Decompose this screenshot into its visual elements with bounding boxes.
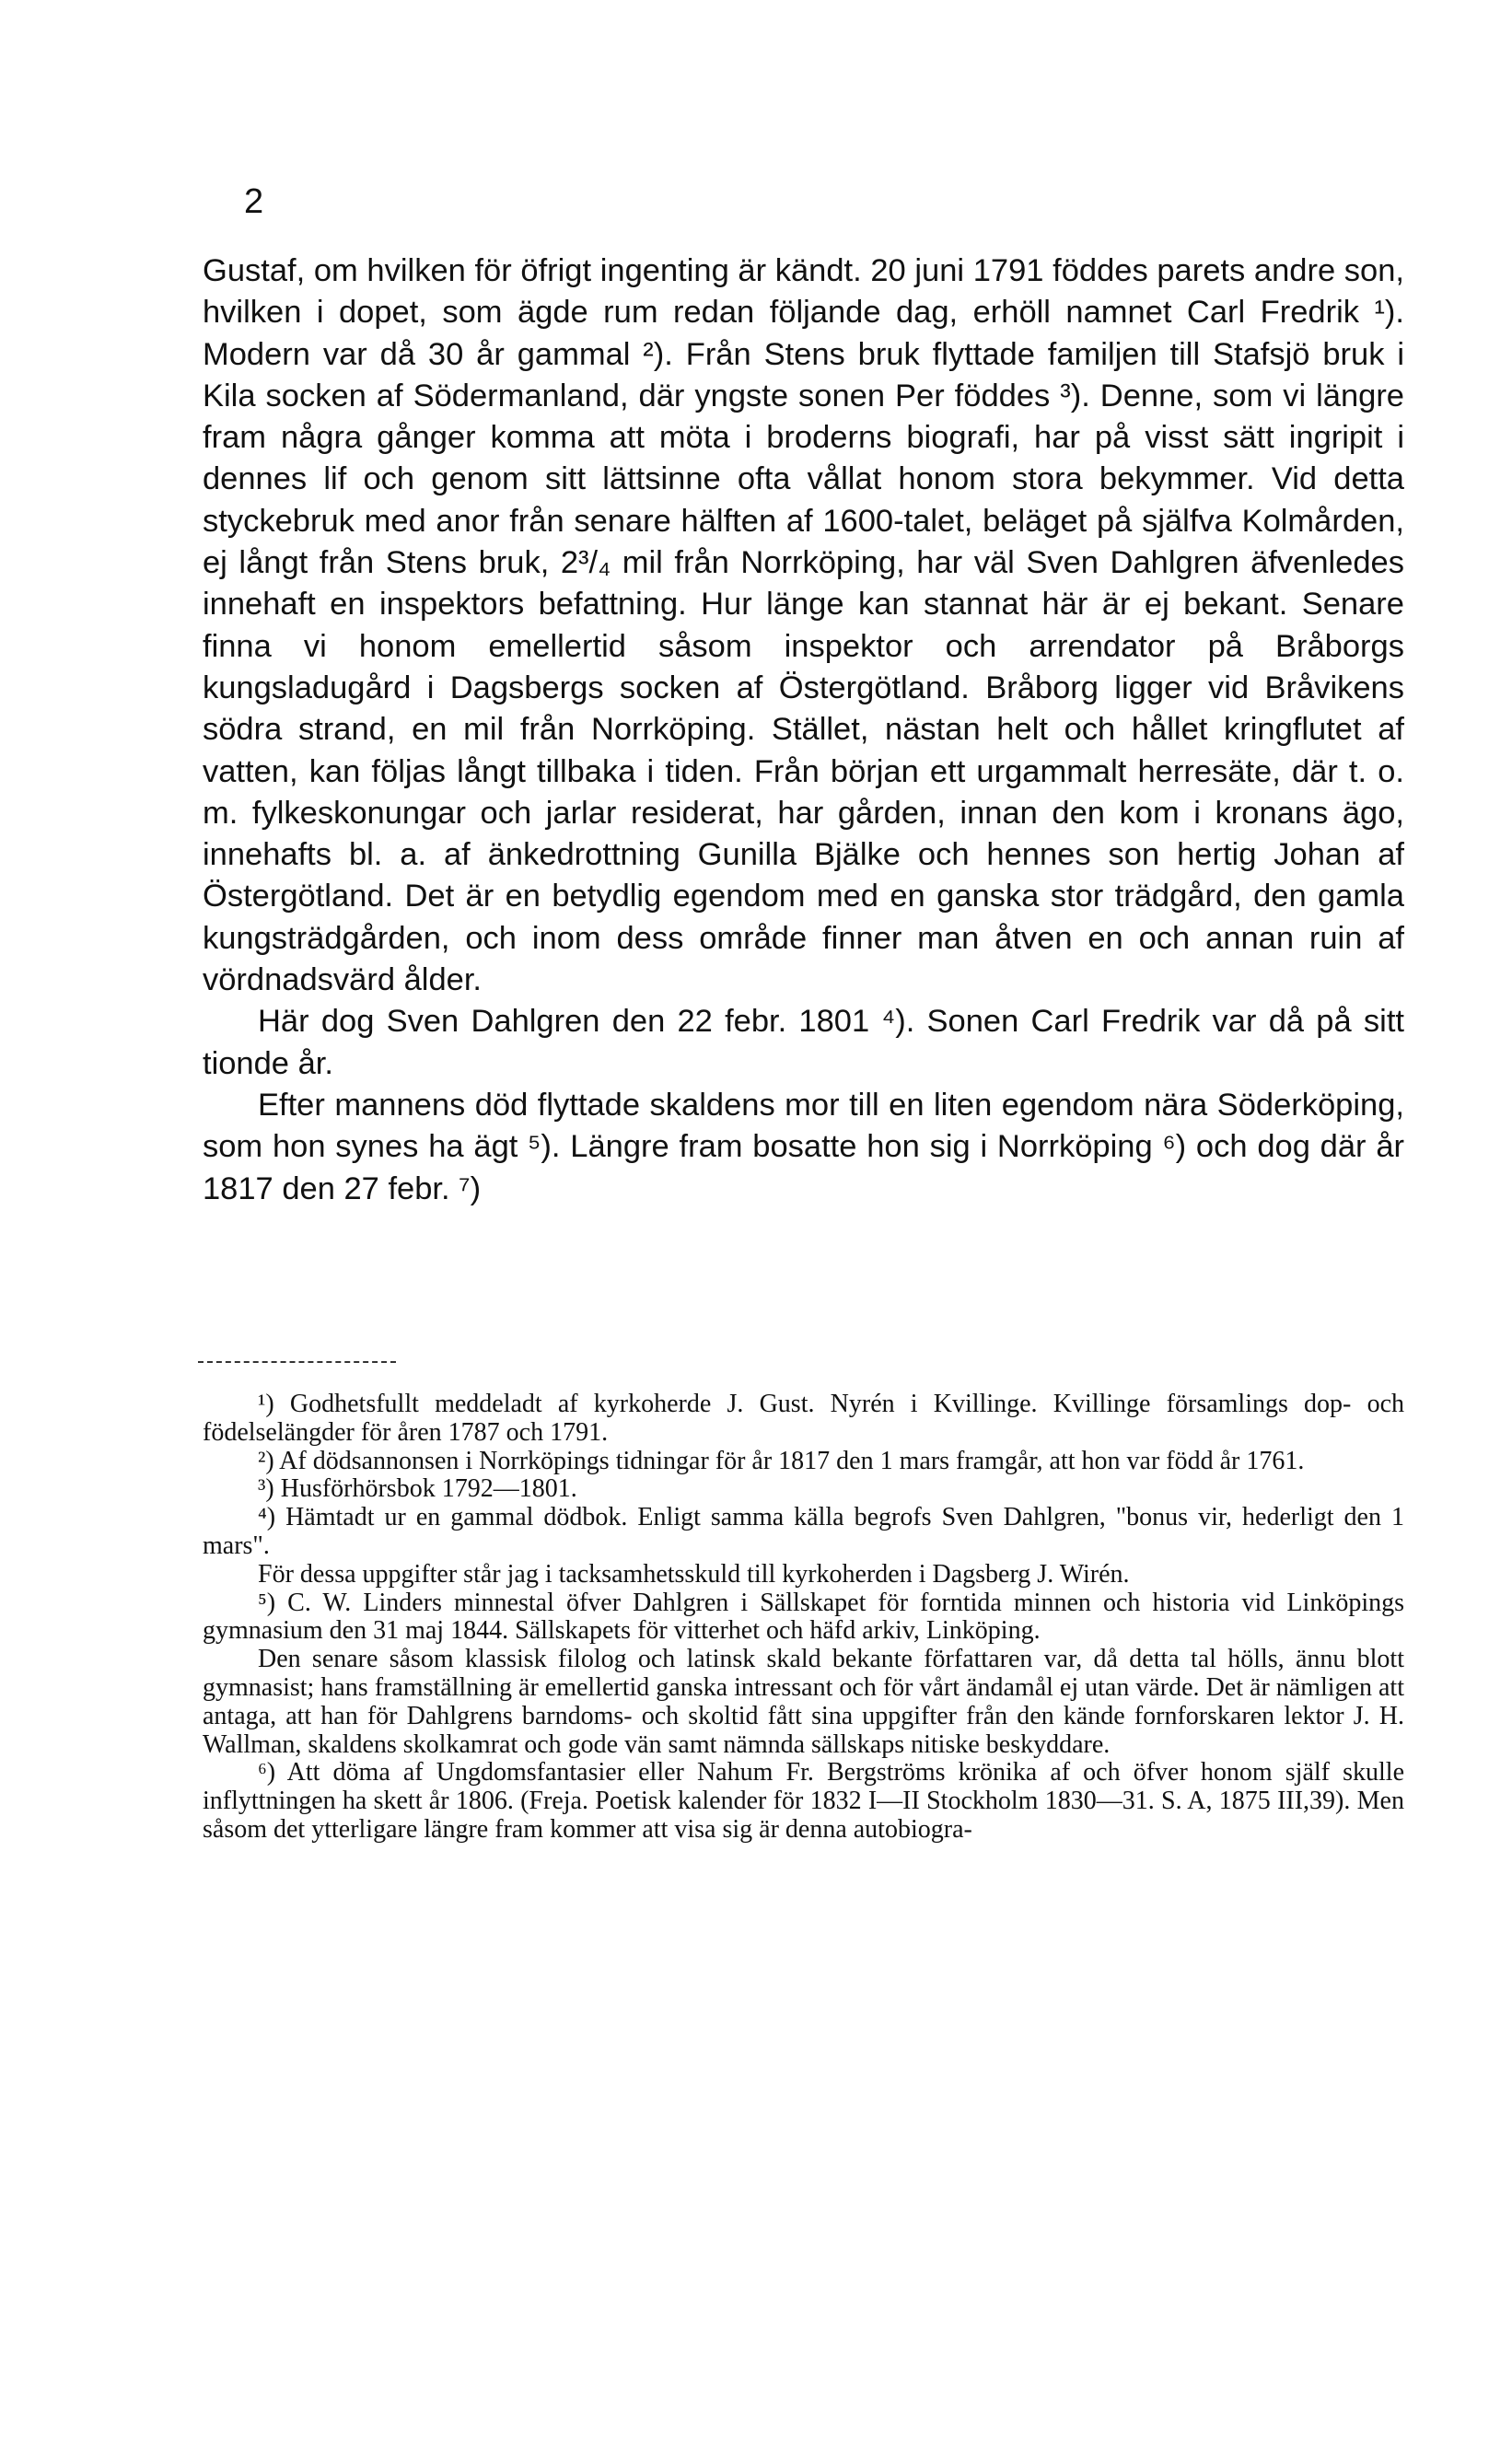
footnote-separator (198, 1361, 396, 1363)
footnote: ⁵) C. W. Linders minnestal öfver Dahlgren i Sällskapet för forntida minnen och historia vid Linköpings gymnasium den 31 maj 1844. Sällskapets för vitterhet och häfd arkiv, Linköping. (203, 1588, 1404, 1646)
footnotes (203, 1391, 1404, 1845)
footnote: ²) Af dödsannonsen i Norrköpings tidningar för år 1817 den 1 mars framgår, att hon var född år 1761. (258, 1446, 1305, 1475)
paragraph: Efter mannens död flyttade skaldens mor till en liten egendom nära Söderköping, som hon synes ha ägt ⁵). Längre fram bosatte hon sig i Norrköping ⁶) och dog där år 1817 den 27 febr. ⁷) (203, 1087, 1404, 1206)
footnote: ⁴) Hämtadt ur en gammal dödbok. Enligt samma källa begrofs Sven Dahlgren, "bonus vir, hederligt den 1 mars". (203, 1503, 1404, 1560)
footnote: ³) Husförhörsbok 1792—1801. (258, 1474, 577, 1504)
main-text (203, 250, 1404, 1210)
paragraph: Här dog Sven Dahlgren den 22 febr. 1801 ⁴). Sonen Carl Fredrik var då på sitt tionde år. (203, 1004, 1404, 1081)
footnote: För dessa uppgifter står jag i tacksamhetsskuld till kyrkoherden i Dagsberg J. Wirén. (258, 1559, 1130, 1589)
paragraph: Gustaf, om hvilken för öfrigt ingenting är kändt. 20 juni 1791 föddes parets andre son, hvilken i dopet, som ägde rum redan följande dag, erhöll namnet Carl Fredrik ¹). Modern var då 30 år gammal ²). Från Stens bruk flyttade familjen till Stafsjö bruk i Kila socken af Södermanland, där yngste sonen Per föddes ³). Denne, som vi längre fram några gånger komma att möta i broderns biografi, har på visst sätt ingripit i dennes lif och genom sitt lättsinne ofta vållat honom stora bekymmer. Vid detta styckebruk med anor från senare hälften af 1600-talet, beläget på själfva Kolmården, ej långt från Stens bruk, 2³/₄ mil från Norrköping, har väl Sven Dahlgren äfvenledes innehaft en inspektors befattning. Hur länge kan stannat här är ej bekant. Senare finna vi honom emellertid såsom inspektor och arrendator på Bråborgs kungsladugård i Dagsbergs socken af Östergötland. Bråborg ligger vid Bråvikens södra strand, en mil från Norrköping. Stället, nästan helt och hållet kringflutet af vatten, kan följas långt tillbaka i tiden. Från början ett urgammalt herresäte, där t. o. m. fylkeskonungar och jarlar residerat, har gården, innan den kom i kronans ägo, innehafts bl. a. af änkedrottning Gunilla Bjälke och hennes son hertig Johan af Östergötland. Det är en betydlig egendom med en ganska stor trädgård, den gamla kungsträdgården, och inom dess område finner man åtven en och annan ruin af vördnadsvärd ålder. (203, 253, 1404, 998)
footnote: Den senare såsom klassisk filolog och latinsk skald bekante författaren var, då detta tal hölls, ännu blott gymnasist; hans framställning är emellertid ganska intressant och för vårt ändamål ej utan värde. Det är nämligen att antaga, att han för Dahlgrens barndoms- och skoltid fått sina uppgifter från den kände fornforskaren lektor J. H. Wallman, skaldens skolkamrat och gode vän samt nämnda sällskaps nitiske beskyddare. (203, 1645, 1404, 1759)
footnote: ⁶) Att döma af Ungdomsfantasier eller Nahum Fr. Bergströms krönika af och öfver honom själf skulle inflyttningen ha skett år 1806. (Freja. Poetisk kalender för 1832 I—II Stockholm 1830—31. S. A, 1875 III,39). Men såsom det ytterligare längre fram kommer att visa sig är denna autobiogra- (203, 1758, 1404, 1844)
page-number: 2 (244, 182, 264, 221)
footnote: ¹) Godhetsfullt meddeladt af kyrkoherde J. Gust. Nyrén i Kvillinge. Kvillinge församlings dop- och födelselängder för åren 1787 och 1791. (203, 1390, 1404, 1447)
